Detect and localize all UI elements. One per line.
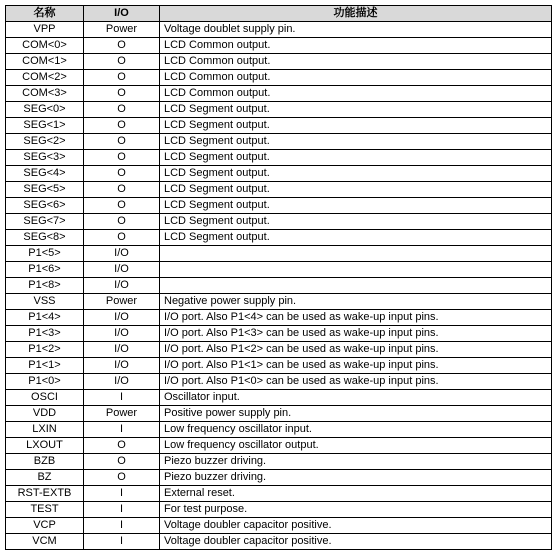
table-row <box>6 486 552 502</box>
pin-description-cell <box>160 246 552 262</box>
table-row <box>6 86 552 102</box>
pin-io-cell: O <box>84 230 160 246</box>
pin-io-cell: Power <box>84 22 160 38</box>
pin-name-cell: SEG<0> <box>6 102 84 118</box>
pin-io-cell: O <box>84 198 160 214</box>
header-description: 功能描述 <box>160 6 552 22</box>
pin-description-cell: I/O port. Also P1<3> can be used as wake-up input pins. <box>160 326 552 342</box>
pin-description-cell: LCD Segment output. <box>160 198 552 214</box>
pin-name-cell: OSCI <box>6 390 84 406</box>
table-row <box>6 102 552 118</box>
pin-io-cell: O <box>84 470 160 486</box>
pin-name-cell: SEG<5> <box>6 182 84 198</box>
pin-io-cell: O <box>84 454 160 470</box>
pin-io-cell: I/O <box>84 326 160 342</box>
pin-description-cell: LCD Segment output. <box>160 102 552 118</box>
table-row <box>6 166 552 182</box>
pin-name-cell: SEG<8> <box>6 230 84 246</box>
table-row <box>6 150 552 166</box>
pin-description-cell: LCD Segment output. <box>160 230 552 246</box>
pin-description-cell: External reset. <box>160 486 552 502</box>
table-row <box>6 470 552 486</box>
table-row <box>6 422 552 438</box>
table-body <box>6 22 552 550</box>
pin-name-cell: COM<3> <box>6 86 84 102</box>
table-row <box>6 278 552 294</box>
pin-description-cell: LCD Segment output. <box>160 182 552 198</box>
pin-description-cell: LCD Segment output. <box>160 134 552 150</box>
pin-io-cell: O <box>84 38 160 54</box>
table-row <box>6 54 552 70</box>
pin-name-cell: COM<0> <box>6 38 84 54</box>
header-io: I/O <box>84 6 160 22</box>
table-row <box>6 294 552 310</box>
pin-io-cell: O <box>84 134 160 150</box>
pin-name-cell: TEST <box>6 502 84 518</box>
table-row <box>6 342 552 358</box>
pin-io-cell: Power <box>84 406 160 422</box>
pin-description-cell: Low frequency oscillator input. <box>160 422 552 438</box>
pin-io-cell: I <box>84 534 160 550</box>
pin-io-cell: O <box>84 102 160 118</box>
pin-io-cell: O <box>84 150 160 166</box>
pin-description-cell: I/O port. Also P1<2> can be used as wake-up input pins. <box>160 342 552 358</box>
pin-name-cell: SEG<2> <box>6 134 84 150</box>
pin-name-cell: VCP <box>6 518 84 534</box>
table-row <box>6 118 552 134</box>
pin-name-cell: SEG<3> <box>6 150 84 166</box>
pin-description-cell: LCD Segment output. <box>160 166 552 182</box>
pin-name-cell: P1<1> <box>6 358 84 374</box>
pin-name-cell: P1<4> <box>6 310 84 326</box>
pin-io-cell: I/O <box>84 374 160 390</box>
pin-io-cell: I/O <box>84 358 160 374</box>
pin-description-cell <box>160 262 552 278</box>
pin-io-cell: O <box>84 438 160 454</box>
pin-name-cell: COM<2> <box>6 70 84 86</box>
pin-name-cell: VDD <box>6 406 84 422</box>
pin-io-cell: O <box>84 166 160 182</box>
pin-name-cell: P1<6> <box>6 262 84 278</box>
pin-io-cell: I <box>84 502 160 518</box>
pin-description-cell: Oscillator input. <box>160 390 552 406</box>
table-row <box>6 70 552 86</box>
pin-io-cell: I <box>84 486 160 502</box>
pin-description-cell: LCD Common output. <box>160 70 552 86</box>
pin-io-cell: O <box>84 214 160 230</box>
table-row <box>6 374 552 390</box>
table-row <box>6 38 552 54</box>
pin-description-cell: I/O port. Also P1<4> can be used as wake-up input pins. <box>160 310 552 326</box>
table-row <box>6 310 552 326</box>
pin-description-cell: LCD Common output. <box>160 86 552 102</box>
table-row <box>6 326 552 342</box>
table-row <box>6 454 552 470</box>
pin-io-cell: I <box>84 390 160 406</box>
header-name: 名称 <box>6 6 84 22</box>
pin-description-cell: LCD Segment output. <box>160 118 552 134</box>
pin-description-cell: Positive power supply pin. <box>160 406 552 422</box>
pin-name-cell: VCM <box>6 534 84 550</box>
pin-io-cell: O <box>84 54 160 70</box>
pin-io-cell: I/O <box>84 278 160 294</box>
table-row <box>6 182 552 198</box>
table-row <box>6 214 552 230</box>
table-row <box>6 358 552 374</box>
pin-name-cell: P1<8> <box>6 278 84 294</box>
pin-description-cell: LCD Segment output. <box>160 214 552 230</box>
pin-io-cell: I <box>84 422 160 438</box>
pin-description-cell: For test purpose. <box>160 502 552 518</box>
pin-name-cell: LXOUT <box>6 438 84 454</box>
pin-io-cell: I/O <box>84 342 160 358</box>
pin-name-cell: VSS <box>6 294 84 310</box>
table-row <box>6 502 552 518</box>
pin-name-cell: VPP <box>6 22 84 38</box>
table-row <box>6 198 552 214</box>
pin-description-cell: I/O port. Also P1<1> can be used as wake-up input pins. <box>160 358 552 374</box>
pin-name-cell: BZ <box>6 470 84 486</box>
pin-description-cell: Piezo buzzer driving. <box>160 454 552 470</box>
pin-description-cell: Voltage doubler capacitor positive. <box>160 534 552 550</box>
table-row <box>6 262 552 278</box>
pin-description-cell: LCD Common output. <box>160 38 552 54</box>
pin-io-cell: O <box>84 182 160 198</box>
pin-io-cell: I/O <box>84 310 160 326</box>
pin-io-cell: I <box>84 518 160 534</box>
pin-io-cell: I/O <box>84 246 160 262</box>
table-row <box>6 534 552 550</box>
pin-name-cell: SEG<4> <box>6 166 84 182</box>
table-header-row <box>6 6 552 22</box>
table-row <box>6 518 552 534</box>
pin-name-cell: LXIN <box>6 422 84 438</box>
table-row <box>6 246 552 262</box>
table-row <box>6 230 552 246</box>
pin-name-cell: RST-EXTB <box>6 486 84 502</box>
pin-io-cell: I/O <box>84 262 160 278</box>
pin-name-cell: SEG<7> <box>6 214 84 230</box>
table-row <box>6 406 552 422</box>
pin-name-cell: SEG<6> <box>6 198 84 214</box>
pin-name-cell: P1<2> <box>6 342 84 358</box>
pin-description-cell: Low frequency oscillator output. <box>160 438 552 454</box>
table-row <box>6 22 552 38</box>
pin-description-cell: Negative power supply pin. <box>160 294 552 310</box>
pin-io-cell: O <box>84 70 160 86</box>
pin-name-cell: P1<5> <box>6 246 84 262</box>
pin-description-cell: Voltage doubler capacitor positive. <box>160 518 552 534</box>
table-row <box>6 134 552 150</box>
pin-description-cell: I/O port. Also P1<0> can be used as wake-up input pins. <box>160 374 552 390</box>
pin-description-cell: Voltage doublet supply pin. <box>160 22 552 38</box>
pin-name-cell: SEG<1> <box>6 118 84 134</box>
table-row <box>6 438 552 454</box>
pin-description-cell: LCD Common output. <box>160 54 552 70</box>
pin-name-cell: P1<0> <box>6 374 84 390</box>
pin-name-cell: COM<1> <box>6 54 84 70</box>
pin-description-cell: LCD Segment output. <box>160 150 552 166</box>
pin-description-cell: Piezo buzzer driving. <box>160 470 552 486</box>
pin-description-cell <box>160 278 552 294</box>
pin-name-cell: P1<3> <box>6 326 84 342</box>
pin-io-cell: O <box>84 86 160 102</box>
pin-name-cell: BZB <box>6 454 84 470</box>
table-row <box>6 390 552 406</box>
pin-description-table <box>5 5 552 550</box>
pin-io-cell: O <box>84 118 160 134</box>
pin-io-cell: Power <box>84 294 160 310</box>
